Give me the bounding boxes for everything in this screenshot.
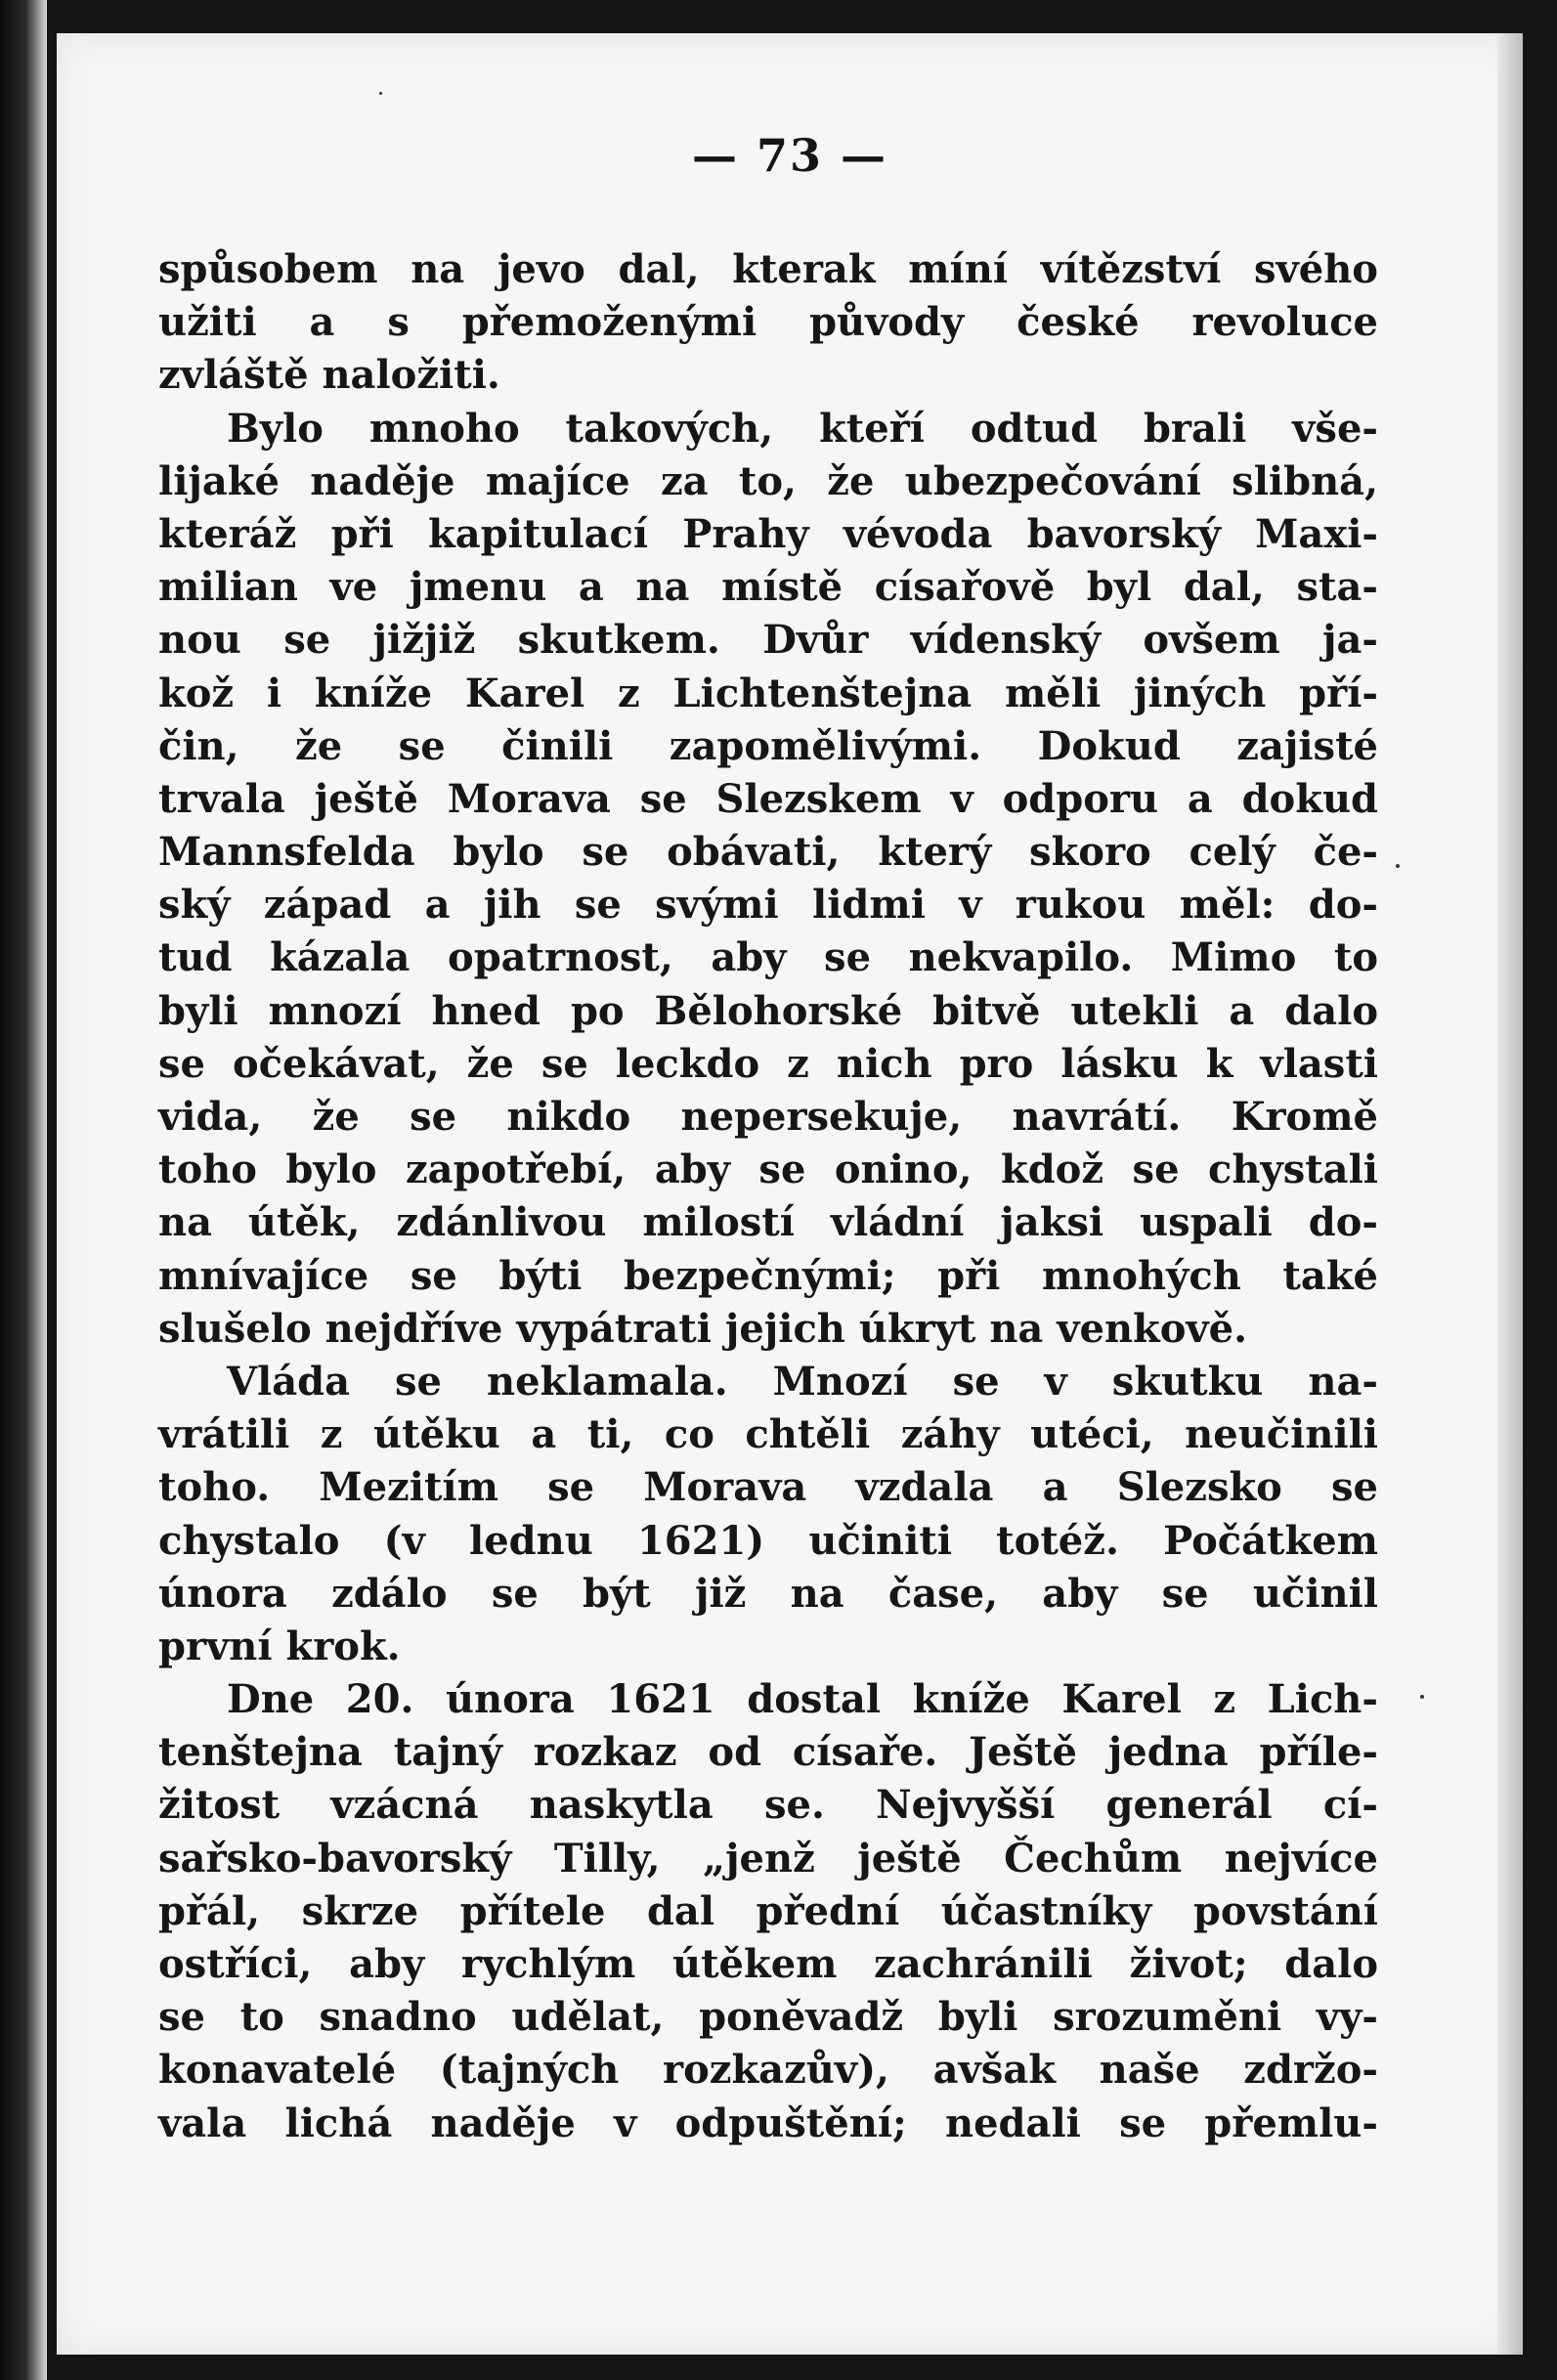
book-spine-shadow <box>0 0 47 2380</box>
text-line: konavatelé (tajných rozkazův), avšak naše zdržo- <box>158 2047 1378 2094</box>
text-line: lijaké naděje majíce za to, že ubezpečování slibná, <box>158 457 1378 504</box>
text-line: kteráž při kapitulací Prahy vévoda bavorský Maxi- <box>158 510 1378 557</box>
text-line: spůsobem na jevo dal, kterak míní vítězství svého <box>158 246 1378 292</box>
text-line: toho bylo zapotřebí, aby se onino, kdož se chystali <box>158 1147 1378 1193</box>
text-line: kož i kníže Karel z Lichtenštejna měli jiných pří- <box>158 670 1378 716</box>
text-line: byli mnozí hned po Bělohorské bitvě utekli a dalo <box>158 987 1378 1034</box>
text-line: vala lichá naděje v odpuštění; nedali se přemlu- <box>158 2099 1378 2146</box>
print-speck <box>1420 1695 1424 1699</box>
text-line: vida, že se nikdo nepersekuje, navrátí. Kromě <box>158 1094 1378 1140</box>
text-line: užiti a s přemoženými původy české revoluce <box>158 299 1378 346</box>
text-line: na útěk, zdánlivou milostí vládní jaksi uspali do- <box>158 1199 1378 1246</box>
text-line: žitost vzácná naskytla se. Nejvyšší generál cí- <box>158 1782 1378 1829</box>
text-line: ostříci, aby rychlým útěkem zachránili život; dalo <box>158 1941 1378 1987</box>
text-line: mnívajíce se býti bezpečnými; při mnohých také <box>158 1252 1378 1299</box>
body-text <box>158 243 1378 2150</box>
text-line: zvláště naložiti. <box>158 352 500 399</box>
text-line: ský západ a jih se svými lidmi v rukou měl: do- <box>158 882 1378 929</box>
text-line: chystalo (v lednu 1621) učiniti totéž. Počátkem <box>158 1517 1378 1564</box>
print-speck <box>1396 864 1400 868</box>
page-edge <box>1497 33 1523 2355</box>
text-line: první krok. <box>158 1623 401 1669</box>
text-line: přál, skrze přítele dal přední účastníky povstání <box>158 1887 1378 1934</box>
text-line: Dne 20. února 1621 dostal kníže Karel z Lich- <box>227 1676 1378 1723</box>
book-page <box>57 33 1523 2355</box>
text-line: se očekávat, že se leckdo z nich pro lásku k vlasti <box>158 1040 1378 1087</box>
text-line: února zdálo se být již na čase, aby se učinil <box>158 1570 1378 1617</box>
text-line: Bylo mnoho takových, kteří odtud brali vše- <box>227 405 1378 452</box>
text-line: milian ve jmenu a na místě císařově byl dal, sta- <box>158 564 1378 611</box>
text-line: Vláda se neklamala. Mnozí se v skutku na- <box>227 1358 1378 1405</box>
text-line: se to snadno udělat, poněvadž byli srozuměni vy- <box>158 1994 1378 2041</box>
text-line: tenštejna tajný rozkaz od císaře. Ještě jedna příle- <box>158 1729 1378 1776</box>
text-line: trvala ještě Morava se Slezskem v odporu a dokud <box>158 775 1378 822</box>
text-line: čin, že se činili zapomělivými. Dokud zajisté <box>158 722 1378 769</box>
print-speck <box>379 92 382 95</box>
text-line: Mannsfelda bylo se obávati, který skoro celý če- <box>158 829 1378 876</box>
text-line: nou se jižjiž skutkem. Dvůr vídenský ovšem ja- <box>158 617 1378 664</box>
text-line: toho. Mezitím se Morava vzdala a Slezsko se <box>158 1464 1378 1511</box>
text-line: tud kázala opatrnost, aby se nekvapilo. Mimo to <box>158 934 1378 981</box>
text-line: vrátili z útěku a ti, co chtěli záhy utéci, neučinili <box>158 1411 1378 1458</box>
page-number: — 73 — <box>691 129 888 182</box>
text-line: sařsko-bavorský Tilly, „jenž ještě Čechům nejvíce <box>158 1835 1378 1882</box>
text-line: slušelo nejdříve vypátrati jejich úkryt na venkově. <box>158 1305 1248 1352</box>
